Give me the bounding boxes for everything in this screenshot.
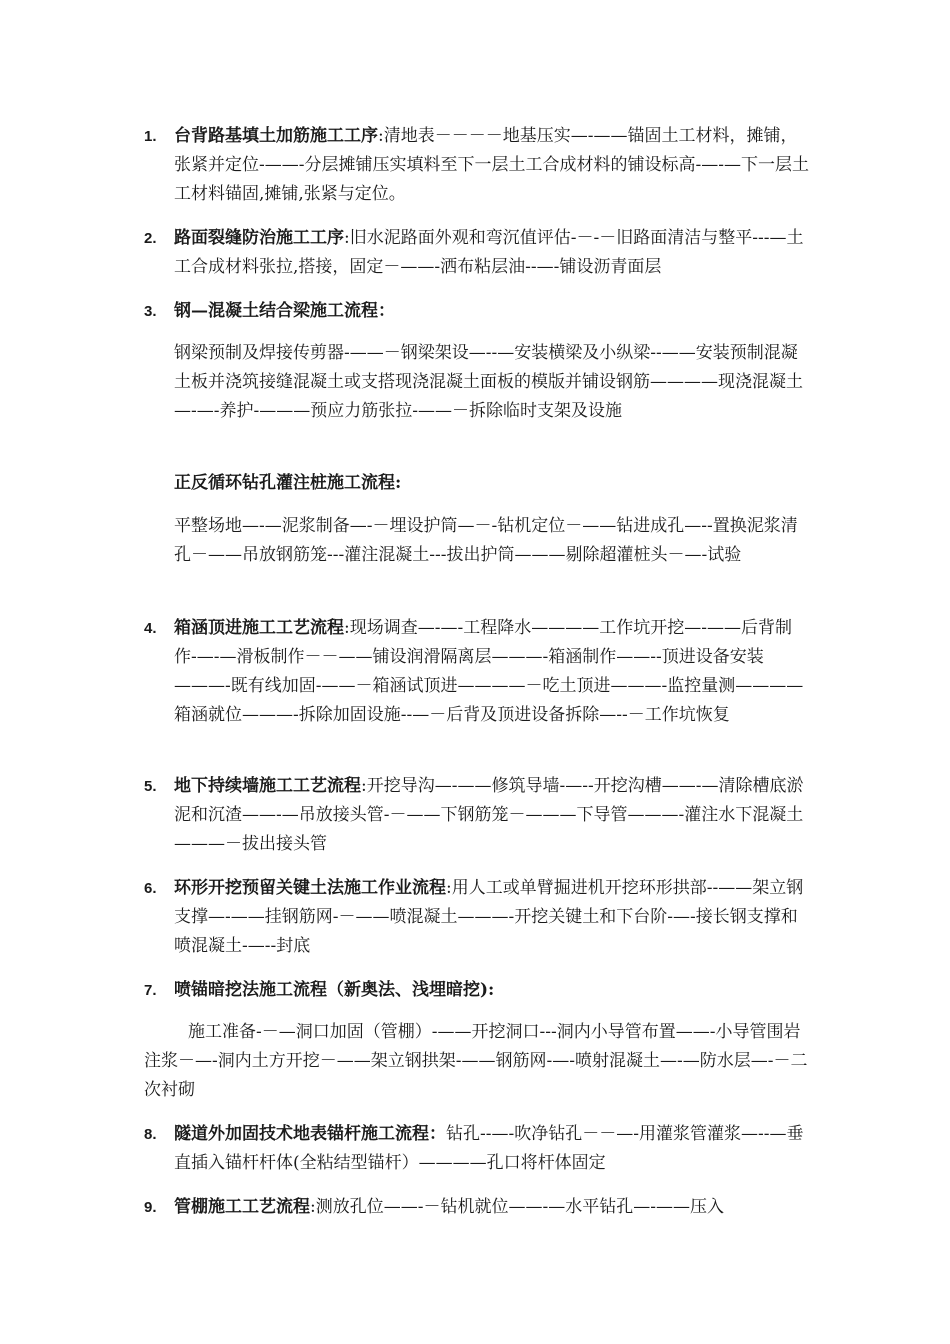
item-number: 5.	[144, 778, 157, 795]
item-body: 钻孔--—-吹净钻孔－－—-用灌浆管灌浆—--—垂直插入锚杆杆体(全粘结型锚杆）————孔口将杆体固定	[174, 1124, 804, 1173]
section-3-paragraph: 钢梁预制及焊接传剪器-——－钢梁架设—--—安装横梁及小纵梁--——安装预制混凝土板并浇筑接缝混凝土或支搭现浇混凝土面板的模版并铺设钢筋————现浇混凝土—-—-养护-———预应力筋张拉-——－拆除临时支架及设施	[174, 343, 803, 421]
item-body: :旧水泥路面外观和弯沉值评估-－-－旧路面清洁与整平---—土工合成材料张拉,搭接，固定－——-洒布粘层油--—-铺设沥青面层	[174, 228, 804, 277]
list-item-8	[144, 1120, 814, 1178]
item-body: :现场调查—-—-工程降水————工作坑开挖—-——后背制作-—-—滑板制作－－——铺设润滑隔离层———-箱涵制作——--顶进设备安装———-既有线加固-——－箱涵试顶进————－吃土顶进———-监控量测————箱涵就位———-拆除加固设施--—－后背及顶进设备拆除—--－工作坑恢复	[174, 618, 804, 725]
list-item-2	[144, 224, 814, 282]
item-number: 8.	[144, 1126, 157, 1143]
item-title: 箱涵顶进施工工艺流程	[174, 618, 344, 638]
item-number: 2.	[144, 230, 157, 247]
list-item-3	[144, 297, 814, 326]
item-title: 地下持续墙施工工艺流程	[174, 776, 361, 796]
item-title: 钢—混凝土结合梁施工流程：	[174, 301, 395, 321]
item-body: :测放孔位——-－钻机就位——-—水平钻孔—-——压入	[310, 1197, 724, 1217]
item-number: 3.	[144, 303, 157, 320]
section-7-paragraph: 施工准备-－—洞口加固（管棚）-——开挖洞口---洞内小导管布置——-小导管围岩注浆－—-洞内土方开挖－——架立钢拱架-——钢筋网-—-喷射混凝土—-—防水层—-－二次衬砌	[144, 1022, 808, 1100]
item-body: :用人工或单臂掘进机开挖环形拱部--——架立钢支撑—-——挂钢筋网-－——喷混凝土———-开挖关键土和下台阶-—-接长钢支撑和喷混凝土-—--封底	[174, 878, 804, 956]
item-number: 4.	[144, 620, 157, 637]
list-item-4	[144, 614, 814, 730]
subsection-paragraph: 平整场地—-—泥浆制备—-－埋设护筒—－-钻机定位－——钻进成孔—--置换泥浆清孔－——吊放钢筋笼---灌注混凝土---拔出护筒———剔除超灌桩头－—-试验	[174, 516, 798, 565]
item-title: 环形开挖预留关键土法施工作业流程	[174, 878, 446, 898]
item-title: 管棚施工工艺流程	[174, 1197, 310, 1217]
item-number: 1.	[144, 128, 157, 145]
list-item-1	[144, 122, 814, 209]
item-title: 台背路基填土加筋施工工序	[174, 126, 378, 146]
item-body: :开挖导沟—-——修筑导墙-—--开挖沟槽——-—清除槽底淤泥和沉渣——-—吊放接头管-－——下钢筋笼－———下导管———-灌注水下混凝土———－拔出接头管	[174, 776, 804, 854]
item-title: 隧道外加固技术地表锚杆施工流程：	[174, 1124, 446, 1144]
item-body: :清地表－－－－地基压实—-——锚固土工材料，摊铺，张紧并定位-——-分层摊铺压实填料至下一层土工合成材料的铺设标高-—-—下一层土工材料锚固,摊铺,张紧与定位。	[174, 126, 809, 204]
item-title: 喷锚暗挖法施工流程（新奥法、浅埋暗挖):	[174, 980, 495, 1000]
list-item-9	[144, 1193, 814, 1222]
item-title: 路面裂缝防治施工工序	[174, 228, 344, 248]
item-number: 7.	[144, 982, 157, 999]
subsection-title: 正反循环钻孔灌注桩施工流程:	[174, 473, 402, 493]
item-number: 6.	[144, 880, 157, 897]
item-number: 9.	[144, 1199, 157, 1216]
list-item-6	[144, 874, 814, 961]
list-item-7	[144, 976, 814, 1005]
list-item-5	[144, 772, 814, 859]
